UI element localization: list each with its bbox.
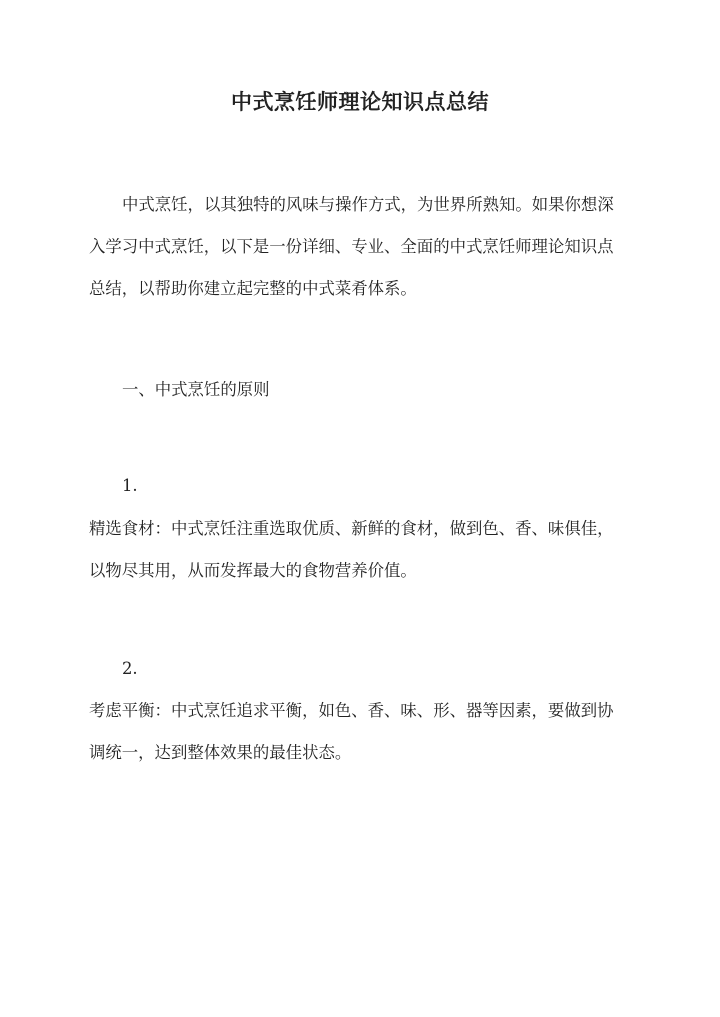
list-item-2-text (89, 690, 634, 774)
list-item-1-line-2: 以物尽其用，从而发挥最大的食物营养价值。 (89, 561, 417, 580)
list-item-1-number-paragraph (89, 465, 634, 507)
list-item-1-line-1: 精选食材：中式烹饪注重选取优质、新鲜的食材，做到色、香、味俱佳， (89, 519, 614, 538)
section-1-heading: 一、中式烹饪的原则 (122, 380, 270, 399)
list-item-2-line-2: 调统一，达到整体效果的最佳状态。 (89, 743, 352, 762)
intro-line-2: 入学习中式烹饪，以下是一份详细、专业、全面的中式烹饪师理论知识点 (89, 237, 614, 256)
list-item-1-text (89, 508, 634, 592)
intro-line-3: 总结，以帮助你建立起完整的中式菜肴体系。 (89, 279, 417, 298)
section-heading (89, 369, 634, 411)
list-item-2-line-1: 考虑平衡：中式烹饪追求平衡，如色、香、味、形、器等因素，要做到协 (89, 701, 614, 720)
list-item-2-number-paragraph (89, 648, 634, 690)
intro-paragraph (89, 184, 634, 310)
list-item-1-number: 1. (122, 476, 138, 495)
list-item-2-number: 2. (122, 659, 138, 678)
intro-line-1: 中式烹饪，以其独特的风味与操作方式，为世界所熟知。如果你想深 (122, 195, 614, 214)
document-title: 中式烹饪师理论知识点总结 (231, 89, 489, 114)
